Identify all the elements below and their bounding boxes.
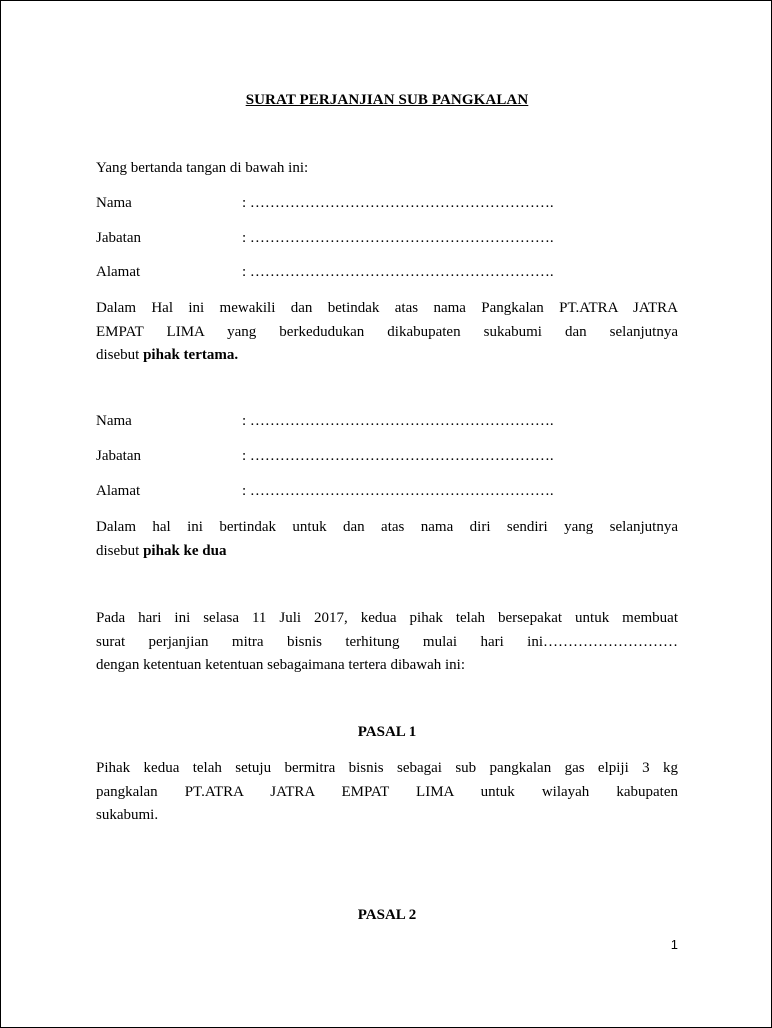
pasal2-heading: PASAL 2 — [357, 907, 417, 923]
paragraph-line: surat perjanjian mitra bisnis terhitung mulai hari ini……………………… — [96, 633, 678, 650]
pasal1-paragraph — [96, 757, 678, 828]
paragraph-line: dengan ketentuan ketentuan sebagaimana tertera dibawah ini: — [96, 657, 466, 673]
field-blank: : ……………………………………………………. — [242, 483, 554, 499]
field-blank: : ……………………………………………………. — [242, 448, 554, 464]
paragraph-line — [96, 540, 678, 564]
agreement-paragraph — [96, 607, 678, 678]
paragraph-line: EMPAT LIMA yang berkedudukan dikabupaten sukabumi dan selanjutnya — [96, 323, 678, 340]
field-label: Alamat — [96, 483, 141, 499]
field-label: Alamat — [96, 264, 141, 280]
pasal1-heading: PASAL 1 — [357, 724, 417, 740]
text: disebut — [96, 542, 144, 559]
party1-paragraph — [96, 297, 678, 368]
page-number: 1 — [670, 937, 678, 952]
paragraph-line: Pihak kedua telah setuju bermitra bisnis sebagai sub pangkalan gas elpiji 3 kg — [96, 760, 678, 776]
party2-designation: pihak ke dua — [143, 542, 227, 559]
field-label: Jabatan — [96, 230, 141, 246]
field-label: Jabatan — [96, 448, 141, 464]
paragraph-line — [96, 344, 678, 368]
paragraph-line: Dalam Hal ini mewakili dan betindak atas nama Pangkalan PT.ATRA JATRA — [96, 300, 678, 316]
field-label: Nama — [96, 413, 132, 429]
field-blank: : ……………………………………………………. — [242, 264, 554, 280]
paragraph-line: Dalam hal ini bertindak untuk dan atas nama diri sendiri yang selanjutnya — [96, 519, 678, 535]
document-title: SURAT PERJANJIAN SUB PANGKALAN — [245, 92, 529, 108]
paragraph-line: pangkalan PT.ATRA JATRA EMPAT LIMA untuk wilayah kabupaten — [96, 783, 678, 800]
paragraph-line: sukabumi. — [96, 807, 159, 823]
field-blank: : ……………………………………………………. — [242, 195, 554, 211]
field-blank: : ……………………………………………………. — [242, 413, 554, 429]
party1-designation: pihak tertama. — [143, 347, 239, 363]
paragraph-line: Pada hari ini selasa 11 Juli 2017, kedua pihak telah bersepakat untuk membuat — [96, 610, 678, 626]
text: disebut — [96, 347, 144, 363]
party2-paragraph — [96, 516, 678, 563]
field-blank: : ……………………………………………………. — [242, 230, 554, 246]
intro-text: Yang bertanda tangan di bawah ini: — [96, 160, 309, 176]
field-label: Nama — [96, 195, 132, 211]
